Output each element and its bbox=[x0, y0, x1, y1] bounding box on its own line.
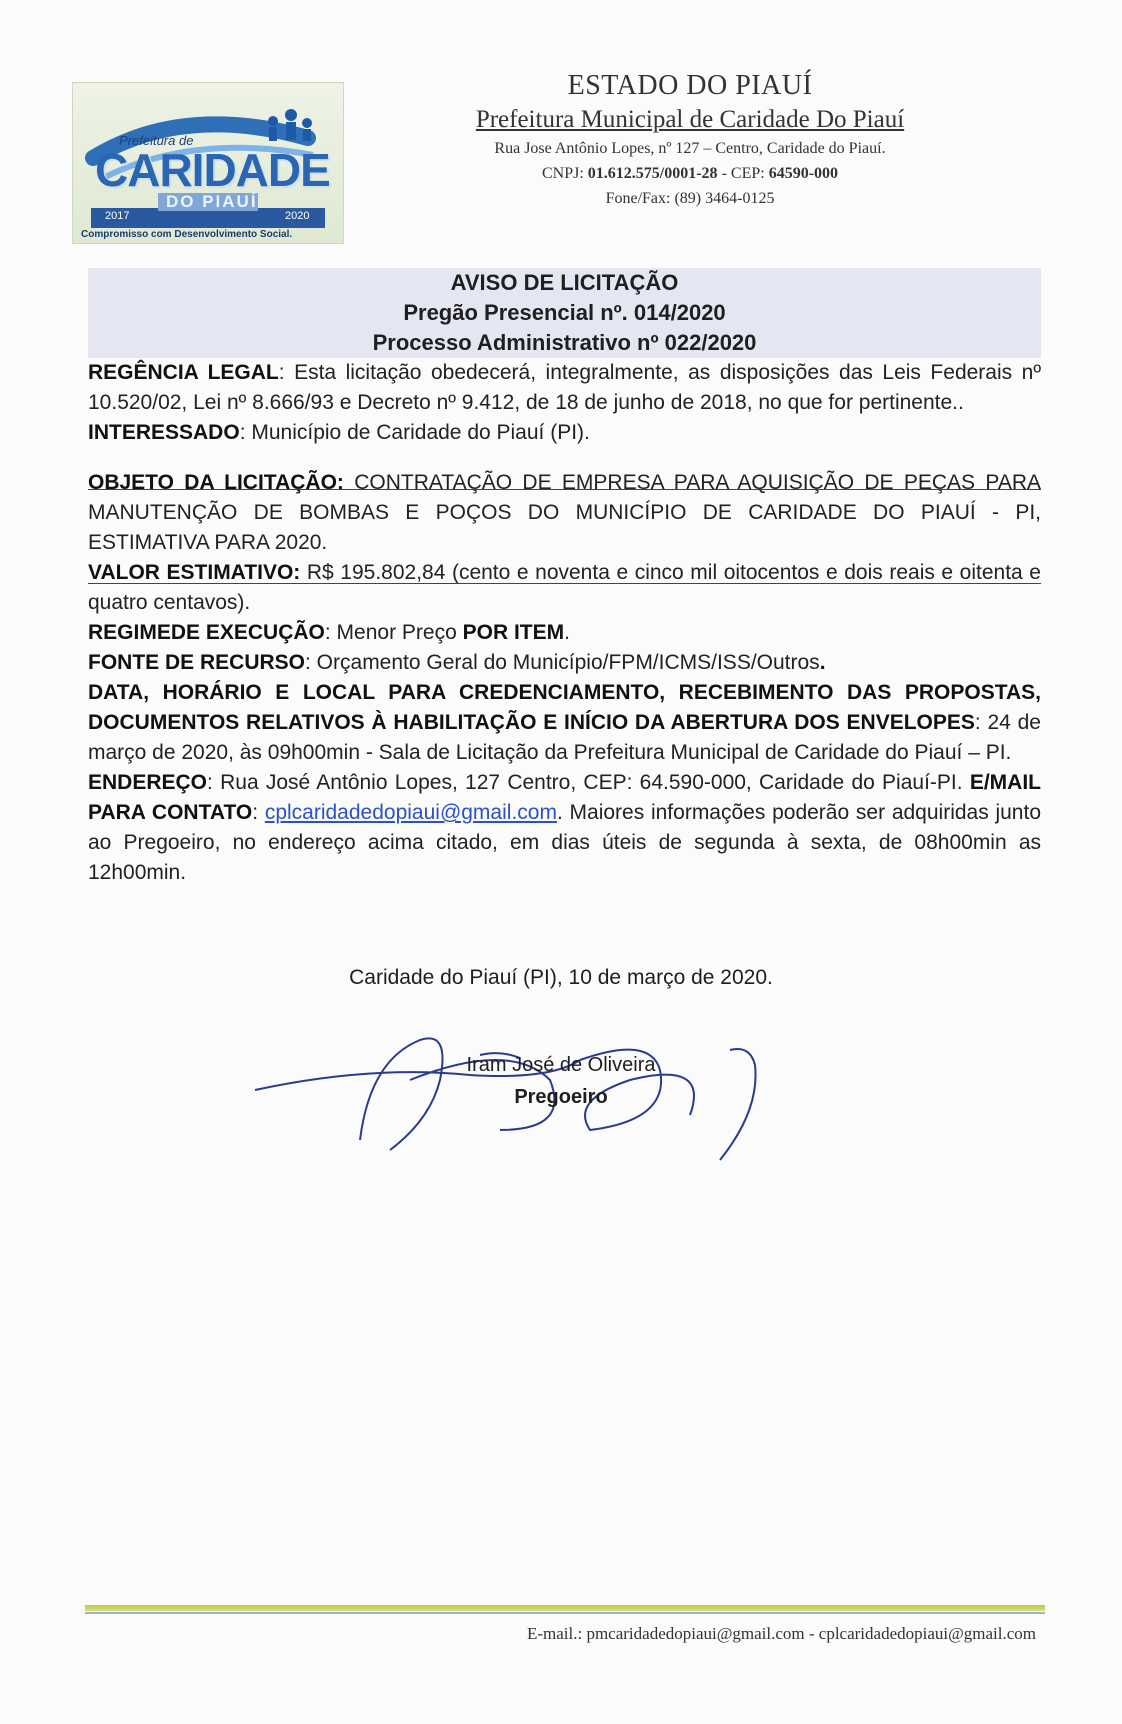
valor-text: R$ 195.802,84 (cento e noventa e cinco mil oitocentos e dois reais e oitenta e quatro centavos). bbox=[88, 561, 1041, 614]
interessado-label: INTERESSADO bbox=[88, 421, 240, 444]
logo-year-left: 2017 bbox=[105, 210, 130, 222]
cnpj-label: CNPJ: bbox=[541, 165, 584, 182]
interessado-paragraph bbox=[88, 418, 1041, 448]
logo-main-text: CARIDADE bbox=[95, 144, 330, 196]
regime-text: : Menor Preço bbox=[324, 621, 463, 644]
cnpj-value: 01.612.575/0001-28 bbox=[587, 165, 718, 182]
objeto-text: CONTRATAÇÃO DE EMPRESA PARA AQUISIÇÃO DE PEÇAS PARA MANUTENÇÃO DE BOMBAS E POÇOS DO MUNICÍPIO DE CARIDADE DO PIAUÍ - PI, ESTIMATIVA PARA 2020. bbox=[88, 471, 1041, 554]
endereco-paragraph bbox=[88, 768, 1041, 888]
logo-sub-text: DO PIAUÍ bbox=[166, 192, 258, 211]
notice-title: AVISO DE LICITAÇÃO bbox=[450, 270, 679, 295]
data-text: : 24 de março de 2020, às 09h00min - Sala de Licitação da Prefeitura Municipal de Caridade do Piauí – PI. bbox=[88, 711, 1041, 764]
objeto-label: OBJETO DA LICITAÇÃO: bbox=[88, 471, 344, 494]
footer-rule bbox=[85, 1605, 1045, 1611]
contact-email-link[interactable]: cplcaridadedopiaui@gmail.com bbox=[264, 801, 557, 824]
divider-1 bbox=[88, 489, 1041, 490]
regime-end: . bbox=[564, 621, 570, 644]
info-text: . Maiores informações poderão ser adquiridas junto ao Pregoeiro, no endereço acima citado, em dias úteis de segunda à sexta, de 08h00min as 12h00min. bbox=[88, 801, 1041, 884]
fonte-text: : Orçamento Geral do Município/FPM/ICMS/ISS/Outros bbox=[305, 651, 820, 674]
prefeitura-name: Prefeitura Municipal de Caridade Do Piauí bbox=[475, 106, 905, 133]
regencia-label: REGÊNCIA LEGAL bbox=[88, 361, 279, 384]
processo-number: Processo Administrativo nº 022/2020 bbox=[372, 330, 757, 355]
logo-year-right: 2020 bbox=[285, 210, 310, 222]
signer-name: Iram José de Oliveira bbox=[466, 1054, 656, 1076]
fonte-end: . bbox=[819, 651, 826, 674]
regime-paragraph bbox=[88, 618, 1041, 648]
valor-paragraph bbox=[88, 558, 1041, 618]
logo-top-text: Prefeitura de bbox=[119, 133, 194, 148]
endereco-text: : Rua José Antônio Lopes, 127 Centro, CEP: 64.590-000, Caridade do Piauí-PI. bbox=[207, 771, 970, 794]
phone-line: Fone/Fax: (89) 3464-0125 bbox=[605, 190, 775, 207]
regencia-text: : Esta licitação obedecerá, integralmente, as disposições das Leis Federais nº 10.520/02, Lei nº 8.666/93 e Decreto nº 9.412, de 18 de junho de 2018, no que for pertinente.. bbox=[88, 361, 1041, 414]
place-date: Caridade do Piauí (PI), 10 de março de 2020. bbox=[349, 966, 773, 989]
data-label: DATA, HORÁRIO E LOCAL PARA CREDENCIAMENTO, RECEBIMENTO DAS PROPOSTAS, DOCUMENTOS RELATIVOS À HABILITAÇÃO E INÍCIO DA ABERTURA DOS ENVELOPES bbox=[88, 681, 1041, 734]
regencia-paragraph bbox=[88, 358, 1041, 418]
email-sep: : bbox=[252, 801, 265, 824]
cnpj-line bbox=[385, 161, 995, 186]
footer-emails: E-mail.: pmcaridadedopiaui@gmail.com - cplcaridadedopiaui@gmail.com bbox=[526, 1624, 1036, 1643]
cep-label: - CEP: bbox=[721, 165, 765, 182]
letterhead bbox=[385, 68, 995, 211]
address-line: Rua Jose Antônio Lopes, nº 127 – Centro, Caridade do Piauí. bbox=[494, 140, 886, 157]
regime-bold: POR ITEM bbox=[462, 621, 565, 644]
valor-label: VALOR ESTIMATIVO: bbox=[88, 561, 301, 584]
regime-label: REGIMEDE EXECUÇÃO bbox=[88, 621, 325, 644]
divider-2 bbox=[88, 583, 1041, 584]
email-label: E/MAIL PARA CONTATO bbox=[88, 771, 1041, 824]
state-name: ESTADO DO PIAUÍ bbox=[567, 70, 813, 101]
footer-rule-secondary bbox=[85, 1612, 1045, 1614]
spacer bbox=[88, 448, 1041, 468]
endereco-label: ENDEREÇO bbox=[88, 771, 208, 794]
fonte-paragraph bbox=[88, 648, 1041, 678]
fonte-label: FONTE DE RECURSO bbox=[88, 651, 306, 674]
pregao-number: Pregão Presencial nº. 014/2020 bbox=[403, 300, 726, 325]
objeto-paragraph bbox=[88, 468, 1041, 558]
logo-slogan: Compromisso com Desenvolvimento Social. bbox=[81, 229, 293, 240]
notice-title-box bbox=[88, 268, 1041, 358]
data-paragraph bbox=[88, 678, 1041, 768]
interessado-text: : Município de Caridade do Piauí (PI). bbox=[239, 421, 590, 444]
signer-role: Pregoeiro bbox=[514, 1086, 608, 1108]
cep-value: 64590-000 bbox=[768, 165, 839, 182]
notice-body bbox=[88, 358, 1041, 888]
municipality-logo bbox=[72, 82, 344, 244]
